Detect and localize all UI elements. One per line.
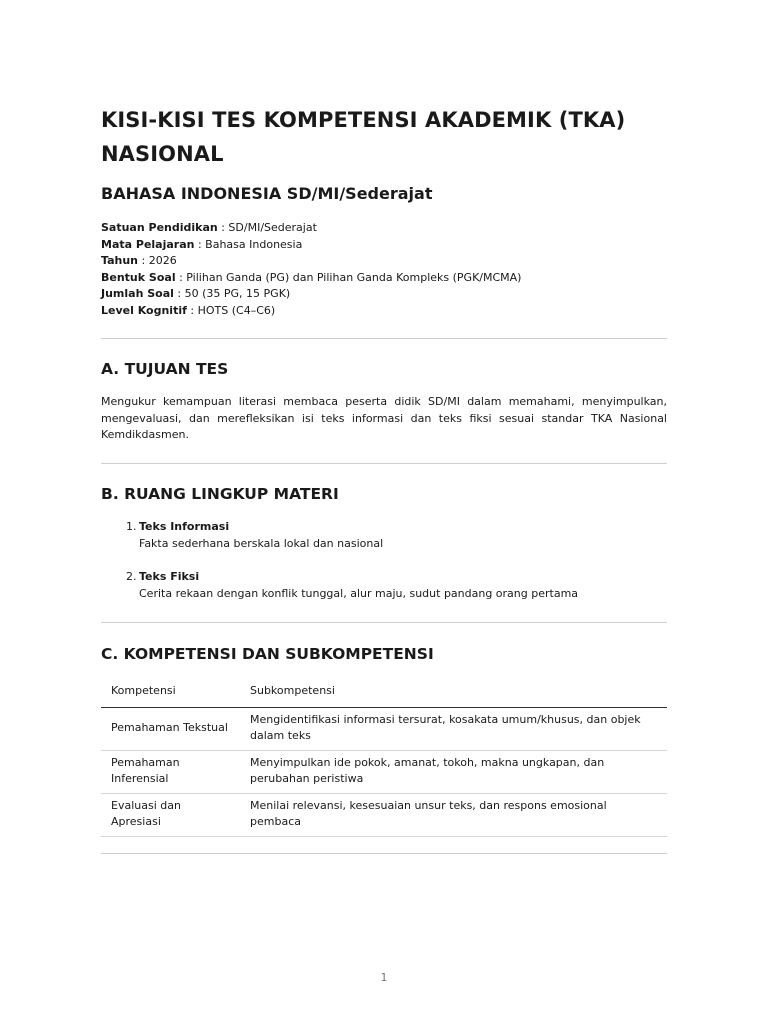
- column-header-subkompetensi: Subkompetensi: [240, 681, 667, 707]
- divider: [101, 853, 667, 854]
- divider: [101, 463, 667, 464]
- table-header-row: [101, 681, 667, 707]
- meta-row: [101, 220, 521, 237]
- meta-value: : 2026: [138, 254, 177, 267]
- meta-value: : 50 (35 PG, 15 PGK): [173, 287, 291, 300]
- section-a-heading: A. TUJUAN TES: [101, 360, 229, 378]
- meta-value: : SD/MI/Sederajat: [217, 221, 317, 234]
- table-row: [101, 707, 667, 750]
- table-cell: Evaluasi dan Apresiasi: [101, 793, 240, 836]
- meta-label: Mata Pelajaran: [101, 237, 195, 251]
- list-item: [127, 519, 578, 552]
- meta-row: [101, 286, 521, 303]
- list-number: 2.: [126, 570, 137, 583]
- table-cell: Menyimpulkan ide pokok, amanat, tokoh, makna ungkapan, dan perubahan peristiwa: [240, 750, 667, 793]
- scope-list: [127, 519, 578, 602]
- meta-row: [101, 303, 521, 320]
- list-item: [127, 569, 578, 602]
- meta-value: : Bahasa Indonesia: [194, 237, 303, 251]
- divider: [101, 338, 667, 339]
- list-item-desc: Cerita rekaan dengan konflik tunggal, alur maju, sudut pandang orang pertama: [139, 586, 579, 600]
- competency-table: [101, 681, 667, 837]
- meta-label: Tahun: [101, 254, 139, 267]
- page-number: 1: [380, 971, 388, 984]
- column-header-kompetensi: Kompetensi: [101, 681, 240, 707]
- meta-row: [101, 237, 521, 254]
- meta-label: Satuan Pendidikan: [101, 221, 218, 234]
- meta-label: Level Kognitif: [101, 303, 187, 317]
- list-item-title: Teks Informasi: [139, 520, 230, 533]
- meta-value: : Pilihan Ganda (PG) dan Pilihan Ganda Kompleks (PGK/MCMA): [175, 270, 522, 284]
- table-row: [101, 793, 667, 836]
- meta-label: Bentuk Soal: [101, 270, 176, 284]
- document-subtitle: BAHASA INDONESIA SD/MI/Sederajat: [101, 184, 433, 203]
- list-number: 1.: [126, 520, 137, 533]
- document-title: KISI-KISI TES KOMPETENSI AKADEMIK (TKA) NASIONAL: [101, 108, 626, 166]
- table-cell: Pemahaman Inferensial: [101, 750, 240, 793]
- section-a-body: Mengukur kemampuan literasi membaca peserta didik SD/MI dalam memahami, menyimpulkan, mengevaluasi, dan merefleksikan isi teks informasi dan teks fiksi sesuai standar TKA Nasional Kemdikdasmen.: [101, 395, 667, 441]
- meta-row: [101, 253, 521, 270]
- document-metadata: [101, 220, 521, 319]
- section-c-heading: C. KOMPETENSI DAN SUBKOMPETENSI: [101, 645, 434, 663]
- list-item-desc: Fakta sederhana berskala lokal dan nasional: [139, 536, 384, 550]
- table-cell: Menilai relevansi, kesesuaian unsur teks, dan respons emosional pembaca: [240, 793, 667, 836]
- table-row: [101, 750, 667, 793]
- table-cell: Pemahaman Tekstual: [101, 707, 240, 750]
- table-cell: Mengidentifikasi informasi tersurat, kosakata umum/khusus, dan objek dalam teks: [240, 707, 667, 750]
- meta-label: Jumlah Soal: [101, 287, 174, 300]
- divider: [101, 622, 667, 623]
- meta-value: : HOTS (C4–C6): [186, 303, 276, 317]
- meta-row: [101, 270, 521, 287]
- list-item-title: Teks Fiksi: [139, 570, 200, 583]
- section-b-heading: B. RUANG LINGKUP MATERI: [101, 485, 339, 503]
